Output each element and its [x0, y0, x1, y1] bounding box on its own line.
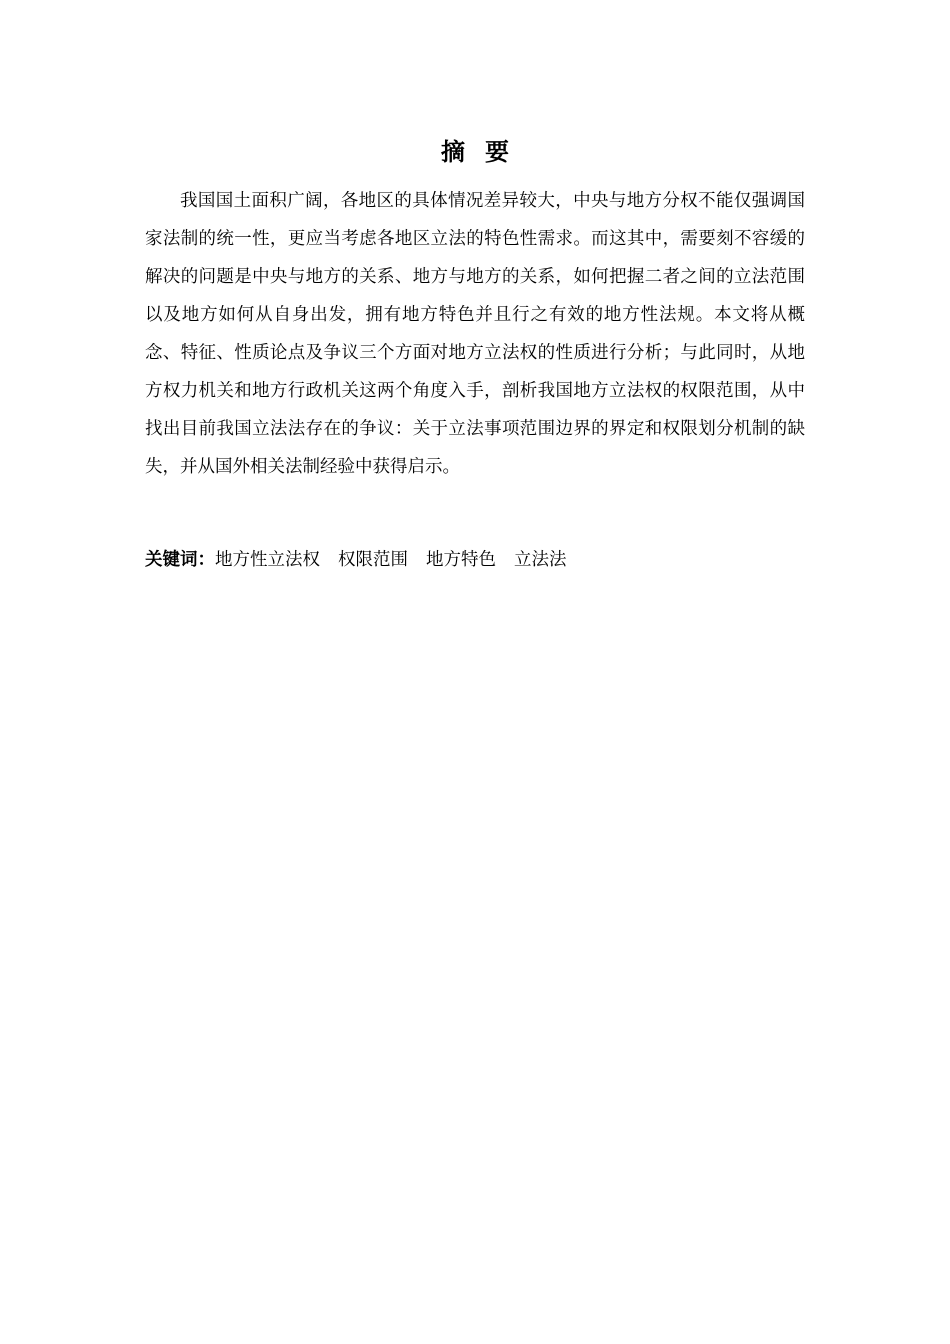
abstract-title: 摘要 — [441, 138, 529, 166]
keyword-term: 权限范围 — [338, 550, 408, 570]
abstract-body: 我国国土面积广阔，各地区的具体情况差异较大，中央与地方分权不能仅强调国家法制的统一性，更应当考虑各地区立法的特色性需求。而这其中，需要刻不容缓的解决的问题是中央与地方的关系、地方与地方的关系，如何把握二者之间的立法范围以及地方如何从自身出发，拥有地方特色并且行之有效的地方性法规。本文将从概念、特征、性质论点及争议三个方面对地方立法权的性质进行分析；与此同时，从地方权力机关和地方行政机关这两个角度入手，剖析我国地方立法权的权限范围，从中找出目前我国立法法存在的争议：关于立法事项范围边界的界定和权限划分机制的缺失，并从国外相关法制经验中获得启示。 — [145, 191, 805, 477]
keywords-line — [145, 541, 805, 579]
keyword-term: 地方性立法权 — [215, 550, 320, 570]
keyword-term: 立法法 — [514, 550, 567, 570]
keywords-label: 关键词： — [145, 550, 215, 570]
keyword-term: 地方特色 — [426, 550, 496, 570]
